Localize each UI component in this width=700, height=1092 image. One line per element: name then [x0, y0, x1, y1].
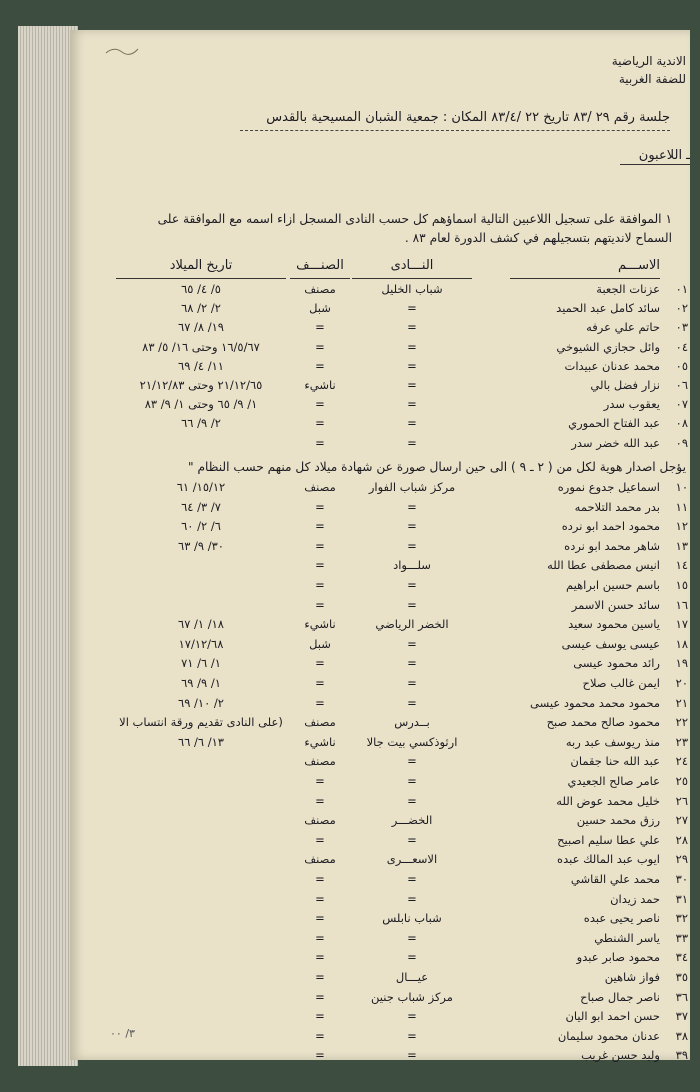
- player-name: يعقوب سدر: [603, 397, 660, 412]
- player-row: [90, 754, 690, 774]
- player-category: شبل: [309, 301, 331, 316]
- player-category: مصنف: [304, 480, 336, 494]
- header-underline-birth: [116, 278, 286, 279]
- player-club: =: [407, 358, 417, 373]
- row-number: ٣١: [675, 891, 688, 906]
- player-birthdate: ١٦/٥/٦٧ وحتى ١٦/ ٥/ ٨٣: [142, 339, 260, 354]
- page-footer: ٣/ ٠٠: [110, 1027, 135, 1040]
- player-birthdate: (على النادى تقديم ورقة انتساب الا: [119, 715, 283, 730]
- meeting-info: جلسة رقم ٢٩ /٨٣ تاريخ ٢٢ /٨٣/٤ المكان : جمعية الشبان المسيحية بالقدس: [266, 110, 670, 125]
- player-row: [90, 1029, 690, 1049]
- row-number: ٢٦: [675, 793, 688, 808]
- player-name: باسم حسين ابراهيم: [565, 578, 660, 592]
- player-name: محمود محمد محمود عيسى: [530, 695, 660, 710]
- player-category: =: [315, 499, 325, 514]
- row-number: ٢٥: [675, 774, 688, 788]
- player-category: =: [315, 950, 325, 965]
- col-category-header: الصنـــف: [296, 258, 344, 273]
- header-underline-category: [290, 278, 350, 279]
- player-row: [90, 794, 690, 814]
- player-row: [90, 1009, 690, 1029]
- player-club: عيـــال: [395, 970, 429, 984]
- paragraph-deferral: يؤجل اصدار هوية لكل من ( ٢ ـ ٩ ) الى حين ارسال صورة عن شهادة ميلاد كل منهم حسب النظام ": [187, 460, 686, 474]
- player-birthdate: ٢/ ٢/ ٦٨: [181, 301, 221, 316]
- player-club: شباب الخليل: [381, 282, 443, 296]
- row-number: ٠٦: [675, 378, 688, 392]
- row-number: ٠٣: [675, 320, 688, 335]
- player-row: [90, 715, 690, 735]
- player-category: =: [315, 695, 325, 710]
- player-category: =: [315, 358, 325, 373]
- player-category: =: [315, 435, 325, 450]
- player-club: =: [407, 1028, 417, 1043]
- player-category: =: [315, 989, 325, 1004]
- player-birthdate: ٢/ ١٠/ ٦٩: [178, 695, 224, 710]
- player-name: حمد زيدان: [610, 891, 660, 906]
- player-category: =: [315, 416, 325, 431]
- row-number: ١٤: [675, 558, 688, 573]
- player-name: وائل حجازي الشيوخي: [556, 339, 660, 354]
- row-number: ٠٨: [675, 416, 688, 431]
- player-birthdate: ١٨/ ١/ ٦٧: [178, 617, 224, 632]
- col-club-header: النـــادى: [390, 258, 434, 273]
- row-number: ٠٢: [675, 301, 688, 316]
- player-category: =: [315, 519, 325, 534]
- header-club: [612, 52, 686, 88]
- player-name: ياسر الشنطي: [594, 930, 660, 945]
- player-name: انيس مصطفى عطا الله: [547, 558, 660, 573]
- player-name: عبد الله خضر سدر: [571, 435, 660, 450]
- player-club: الخضر الرياضي: [375, 617, 449, 632]
- player-name: علي عطا سليم اصبيح: [557, 832, 660, 847]
- player-club: =: [407, 774, 417, 788]
- section-underline: [620, 164, 690, 165]
- player-row: [90, 436, 690, 456]
- player-club: =: [407, 832, 417, 847]
- player-row: [90, 320, 690, 340]
- row-number: ٣٦: [675, 989, 688, 1004]
- player-birthdate: ٢١/١٢/٦٥ وحتى ٢١/١٢/٨٣: [139, 378, 263, 392]
- player-birthdate: ١٥/١٢/ ٦١: [176, 480, 226, 494]
- player-row: [90, 990, 690, 1010]
- player-category: =: [315, 558, 325, 573]
- player-name: رائد محمود عيسى: [573, 656, 660, 671]
- row-number: ٢١: [675, 695, 688, 710]
- player-name: نزار فضل بالي: [590, 378, 660, 392]
- row-number: ٣٨: [675, 1028, 688, 1043]
- row-number: ١٧: [675, 617, 688, 632]
- player-club: =: [407, 301, 417, 316]
- header-underline-club: [352, 278, 472, 279]
- player-row: [90, 676, 690, 696]
- player-name: خليل محمد عوض الله: [556, 793, 660, 808]
- player-birthdate: ٧/ ٣/ ٦٤: [181, 499, 221, 514]
- player-category: ناشيء: [304, 734, 336, 749]
- page-edges: [18, 26, 78, 1066]
- player-birthdate: ٣٠/ ٩/ ٦٣: [178, 538, 224, 553]
- player-club: =: [407, 1048, 417, 1063]
- player-category: =: [315, 339, 325, 354]
- table-header: [90, 258, 690, 278]
- player-club: =: [407, 891, 417, 906]
- row-number: ١٢: [675, 519, 688, 534]
- player-row: [90, 519, 690, 539]
- player-name: عدنان محمود سليمان: [557, 1028, 660, 1043]
- player-club: =: [407, 578, 417, 592]
- row-number: ١٦: [675, 597, 688, 612]
- row-number: ٣٧: [675, 1009, 688, 1024]
- player-club: مركز شباب الفوار: [368, 480, 456, 494]
- player-category: =: [315, 891, 325, 906]
- player-club: =: [407, 378, 417, 392]
- player-category: =: [315, 578, 325, 592]
- player-club: =: [407, 930, 417, 945]
- row-number: ٢٣: [675, 734, 688, 749]
- player-club: ارثوذكسي بيت جالا: [366, 734, 458, 749]
- row-number: ٢٨: [675, 832, 688, 847]
- player-row: [90, 301, 690, 321]
- player-row: [90, 359, 690, 379]
- player-club: =: [407, 597, 417, 612]
- player-name: اسماعيل جدوع نموره: [557, 480, 660, 494]
- player-category: =: [315, 1009, 325, 1024]
- header-line-2: للضفة الغربية: [618, 72, 686, 86]
- player-name: عامر صالح الجعيدي: [567, 774, 660, 788]
- player-row: [90, 378, 690, 398]
- player-category: =: [315, 1048, 325, 1063]
- player-category: =: [315, 1028, 325, 1043]
- player-club: =: [407, 656, 417, 671]
- player-club: =: [407, 695, 417, 710]
- player-row: [90, 397, 690, 417]
- row-number: ٣٩: [675, 1048, 688, 1063]
- player-club: =: [407, 320, 417, 335]
- row-number: ٠٤: [675, 339, 688, 354]
- player-name: ياسين محمود سعيد: [568, 617, 660, 632]
- row-number: ١٩: [675, 656, 688, 671]
- player-category: مصنف: [304, 715, 336, 730]
- row-number: ٣٥: [675, 970, 688, 984]
- player-category: مصنف: [304, 282, 336, 296]
- player-name: سائد حسن الاسمر: [571, 597, 660, 612]
- player-birthdate: ١٣/ ٦/ ٦٦: [178, 734, 224, 749]
- meeting-underline: [240, 130, 670, 131]
- player-row: [90, 598, 690, 618]
- player-row: [90, 852, 690, 872]
- player-birthdate: ١٩/ ٨/ ٦٧: [178, 320, 224, 335]
- player-row: [90, 558, 690, 578]
- header-underline-name: [510, 278, 660, 279]
- player-club: =: [407, 872, 417, 886]
- player-name: فواز شاهين: [604, 970, 660, 984]
- row-number: ١٥: [675, 578, 688, 592]
- player-row: [90, 970, 690, 990]
- pencil-mark-icon: [104, 44, 140, 58]
- row-number: ٢٠: [675, 676, 688, 690]
- player-club: =: [407, 435, 417, 450]
- player-row: [90, 872, 690, 892]
- player-club: =: [407, 636, 417, 651]
- player-name: وليد حسن غريب: [581, 1048, 660, 1063]
- player-category: =: [315, 774, 325, 788]
- player-name: محمود احمد ابو نرده: [561, 519, 660, 534]
- player-row: [90, 500, 690, 520]
- player-name: محمد عدنان عبيدات: [564, 358, 660, 373]
- player-club: =: [407, 397, 417, 412]
- row-number: ٢٩: [675, 852, 688, 867]
- player-birthdate: ٥/ ٤/ ٦٥: [181, 282, 221, 296]
- player-name: منذ ريوسف عبد ربه: [565, 734, 660, 749]
- paragraph-approval: ١ الموافقة على تسجيل اللاعبين التالية اسماؤهم كل حسب النادى المسجل ازاء اسمه مع الموافقة على السماح لانديتهم بتسجيلهم في كشف الدورة لعام ٨٣ .: [157, 212, 672, 245]
- player-category: ناشيء: [304, 378, 336, 392]
- player-club: الخضـــر: [391, 813, 433, 828]
- player-club: سلـــواد: [393, 558, 431, 573]
- row-number: ٣٠: [675, 872, 688, 886]
- player-name: عبد الفتاح الحموري: [568, 416, 660, 431]
- document-page: [70, 30, 690, 1063]
- player-row: [90, 617, 690, 637]
- player-category: =: [315, 930, 325, 945]
- row-number: ١١: [675, 499, 688, 514]
- player-category: مصنف: [304, 754, 336, 769]
- row-number: ٣٣: [675, 930, 688, 945]
- player-club: =: [407, 754, 417, 769]
- player-name: ناصر جمال صباح: [580, 989, 660, 1004]
- col-name-header: الاســـم: [618, 258, 660, 273]
- player-club: =: [407, 676, 417, 690]
- player-row: [90, 950, 690, 970]
- player-club: =: [407, 950, 417, 965]
- player-birthdate: ١/ ٩/ ٦٥ وحتى ١/ ٩/ ٨٣: [144, 397, 258, 412]
- player-category: ناشيء: [304, 617, 336, 632]
- player-category: =: [315, 911, 325, 926]
- col-birth-header: تاريخ الميلاد: [169, 258, 233, 273]
- player-club: =: [407, 416, 417, 431]
- player-club: =: [407, 339, 417, 354]
- player-row: [90, 539, 690, 559]
- player-row: [90, 656, 690, 676]
- player-row: [90, 578, 690, 598]
- player-name: محمود صالح محمد صبح: [546, 715, 660, 730]
- player-name: ايوب عبد المالك عبده: [557, 852, 660, 867]
- player-club: =: [407, 538, 417, 553]
- row-number: ٠٧: [675, 397, 688, 412]
- player-row: [90, 416, 690, 436]
- player-category: شبل: [309, 636, 331, 651]
- player-row: [90, 911, 690, 931]
- player-name: عزنات الجعبة: [596, 282, 660, 296]
- player-row: [90, 637, 690, 657]
- player-name: رزق محمد حسين: [576, 813, 660, 828]
- header-line-1: الاندية الرياضية: [611, 54, 686, 68]
- player-name: محمد علي القاشي: [570, 872, 660, 886]
- player-name: حسن احمد ابو اليان: [565, 1009, 660, 1024]
- player-club: بــدرس: [394, 715, 430, 730]
- player-club: الاسعـــرى: [386, 852, 438, 867]
- player-name: بدر محمد التلاحمه: [574, 499, 660, 514]
- player-row: [90, 696, 690, 716]
- row-number: ٢٧: [675, 813, 688, 828]
- player-name: سائد كامل عبد الحميد: [556, 301, 660, 316]
- row-number: ٣٢: [675, 911, 688, 926]
- player-category: =: [315, 538, 325, 553]
- row-number: ١٨: [675, 636, 688, 651]
- player-category: مصنف: [304, 813, 336, 828]
- player-club: =: [407, 793, 417, 808]
- player-category: =: [315, 872, 325, 886]
- player-category: =: [315, 676, 325, 690]
- player-club: =: [407, 499, 417, 514]
- player-birthdate: ١/ ٩/ ٦٩: [181, 676, 221, 690]
- player-row: [90, 931, 690, 951]
- player-row: [90, 1048, 690, 1068]
- row-number: ١٣: [675, 538, 688, 553]
- player-birthdate: ١٧/١٢/٦٨: [178, 636, 224, 651]
- player-name: ناصر يحيى عبده: [583, 911, 660, 926]
- player-category: =: [315, 320, 325, 335]
- player-name: عيسى يوسف عيسى: [561, 636, 660, 651]
- player-name: حاتم علي عرفه: [586, 320, 660, 335]
- section-title: ـ اللاعبون: [638, 148, 690, 163]
- row-number: ١٠: [675, 480, 688, 494]
- player-club: شباب نابلس: [382, 911, 442, 926]
- row-number: ٢٢: [675, 715, 688, 730]
- player-name: محمود صابر عبدو: [576, 950, 660, 965]
- player-birthdate: ١١/ ٤/ ٦٩: [178, 358, 224, 373]
- player-name: عبد الله حنا جقمان: [570, 754, 660, 769]
- player-birthdate: ٢/ ٩/ ٦٦: [181, 416, 221, 431]
- player-club: =: [407, 519, 417, 534]
- row-number: ٠٩: [675, 435, 688, 450]
- player-category: مصنف: [304, 852, 336, 867]
- player-row: [90, 735, 690, 755]
- row-number: ٠٥: [675, 358, 688, 373]
- row-number: ٠١: [675, 282, 688, 296]
- player-row: [90, 340, 690, 360]
- player-category: =: [315, 793, 325, 808]
- player-name: ايمن غالب صلاح: [582, 676, 660, 690]
- player-club: مركز شباب جنين: [371, 989, 453, 1004]
- player-birthdate: ٦/ ٢/ ٦٠: [181, 519, 221, 534]
- player-row: [90, 892, 690, 912]
- player-row: [90, 774, 690, 794]
- player-name: شاهر محمد ابو نرده: [564, 538, 660, 553]
- player-birthdate: ١/ ٦/ ٧١: [181, 656, 221, 671]
- player-row: [90, 282, 690, 302]
- player-row: [90, 480, 690, 500]
- row-number: ٢٤: [675, 754, 688, 769]
- row-number: ٣٤: [675, 950, 688, 965]
- player-club: =: [407, 1009, 417, 1024]
- player-category: =: [315, 397, 325, 412]
- player-category: =: [315, 832, 325, 847]
- player-category: =: [315, 970, 325, 984]
- player-row: [90, 833, 690, 853]
- player-category: =: [315, 656, 325, 671]
- player-category: =: [315, 597, 325, 612]
- player-row: [90, 813, 690, 833]
